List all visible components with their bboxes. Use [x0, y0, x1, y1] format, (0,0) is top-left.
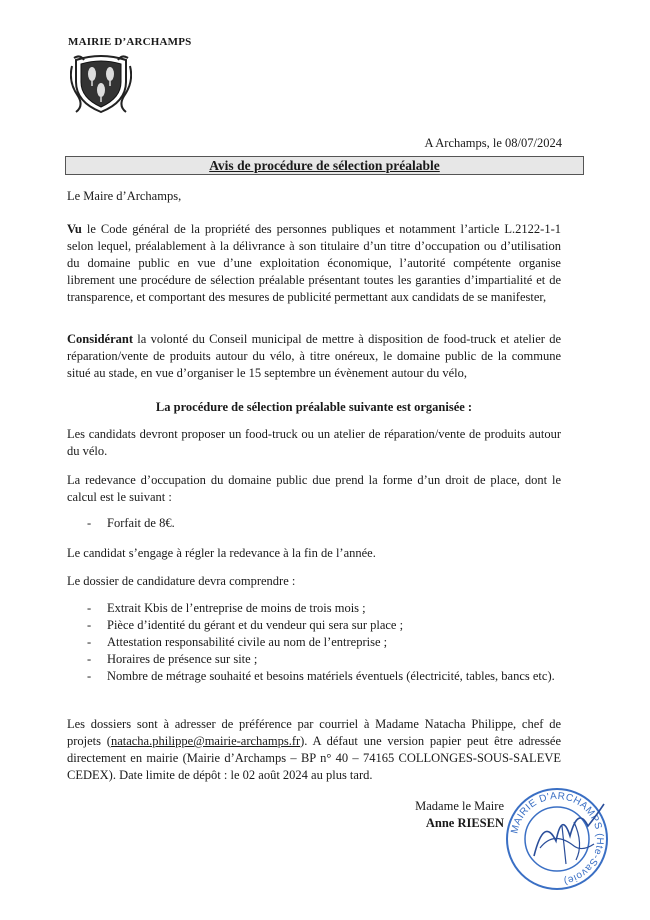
- fee-paragraph: La redevance d’occupation du domaine public due prend la forme d’un droit de place, dont le calcul est le suivant :: [67, 473, 561, 504]
- salutation: Le Maire d’Archamps,: [67, 189, 182, 203]
- fee-list: [67, 515, 561, 532]
- list-item: - Pièce d’identité du gérant et du vendeur qui sera sur place ;: [67, 617, 561, 634]
- email-link[interactable]: natacha.philippe@mairie-archamps.fr: [110, 734, 301, 748]
- organization-name: MAIRIE D’ARCHAMPS: [68, 36, 192, 48]
- official-stamp-icon: [504, 786, 610, 892]
- signature-role: Madame le Maire: [415, 799, 504, 813]
- contact-paragraph: [67, 716, 561, 784]
- vu-paragraph: [67, 221, 561, 306]
- considerant-text: la volonté du Conseil municipal de mettre à disposition de food-truck et atelier de réparation/vente de produits autour du vélo, à titre onéreux, le domaine public de la commune situé au stade, en vue d’organiser le 15 septembre un évènement autour du vélo,: [67, 332, 561, 380]
- signature-name: Anne RIESEN: [425, 816, 504, 830]
- list-item: - Attestation responsabilité civile au nom de l’entreprise ;: [67, 634, 561, 651]
- vu-text: le Code général de la propriété des personnes publiques et notamment l’article L.2122-1-1 selon lequel, préalablement à la délivrance à son titulaire d’un titre d’occupation ou d’utilisation du domaine public en vue d’une exploitation économique, l’autorité compétente organise librement une procédure de sélection préalable présentant toutes les garanties d’impartialité et de transparence, et comportant des mesures de publicité permettant aux candidats de se manifester,: [67, 222, 561, 304]
- dossier-list: [67, 600, 561, 685]
- signature-block: [360, 798, 504, 832]
- considerant-lead: Considérant: [67, 332, 133, 346]
- list-item: - Horaires de présence sur site ;: [67, 651, 561, 668]
- stamp-text: MAIRIE D'ARCHAMPS (Hte-Savoie): [509, 790, 606, 887]
- list-item: - Forfait de 8€.: [67, 515, 561, 532]
- payment-paragraph: Le candidat s’engage à régler la redevance à la fin de l’année.: [67, 546, 376, 560]
- vu-lead: Vu: [67, 222, 82, 236]
- contact-text-after: ). A défaut une version papier peut être adressée directement en mairie (Mairie d’Archamps – BP n° 40 – 74165 COLLONGES-SOUS-SALEVE CEDEX). Date limite de dépôt : le 02 août 2024 au plus tard.: [67, 734, 561, 782]
- considerant-paragraph: [67, 331, 561, 382]
- contact-text-before: Les dossiers sont à adresser de préférence par courriel à Madame Natacha Philippe, chef de projets (: [67, 717, 561, 748]
- coat-of-arms-icon: [70, 52, 132, 116]
- page-title-text: Avis de procédure de sélection préalable: [209, 158, 440, 173]
- list-item: - Extrait Kbis de l’entreprise de moins de trois mois ;: [67, 600, 561, 617]
- date-line: A Archamps, le 08/07/2024: [424, 136, 562, 150]
- candidates-paragraph: Les candidats devront proposer un food-truck ou un atelier de réparation/vente de produits autour du vélo.: [67, 427, 561, 458]
- dossier-intro: Le dossier de candidature devra comprendre :: [67, 574, 296, 588]
- procedure-heading: La procédure de sélection préalable suivante est organisée :: [155, 400, 473, 414]
- list-item: - Nombre de métrage souhaité et besoins matériels éventuels (électricité, tables, bancs etc).: [67, 668, 561, 685]
- page-title: [65, 156, 584, 175]
